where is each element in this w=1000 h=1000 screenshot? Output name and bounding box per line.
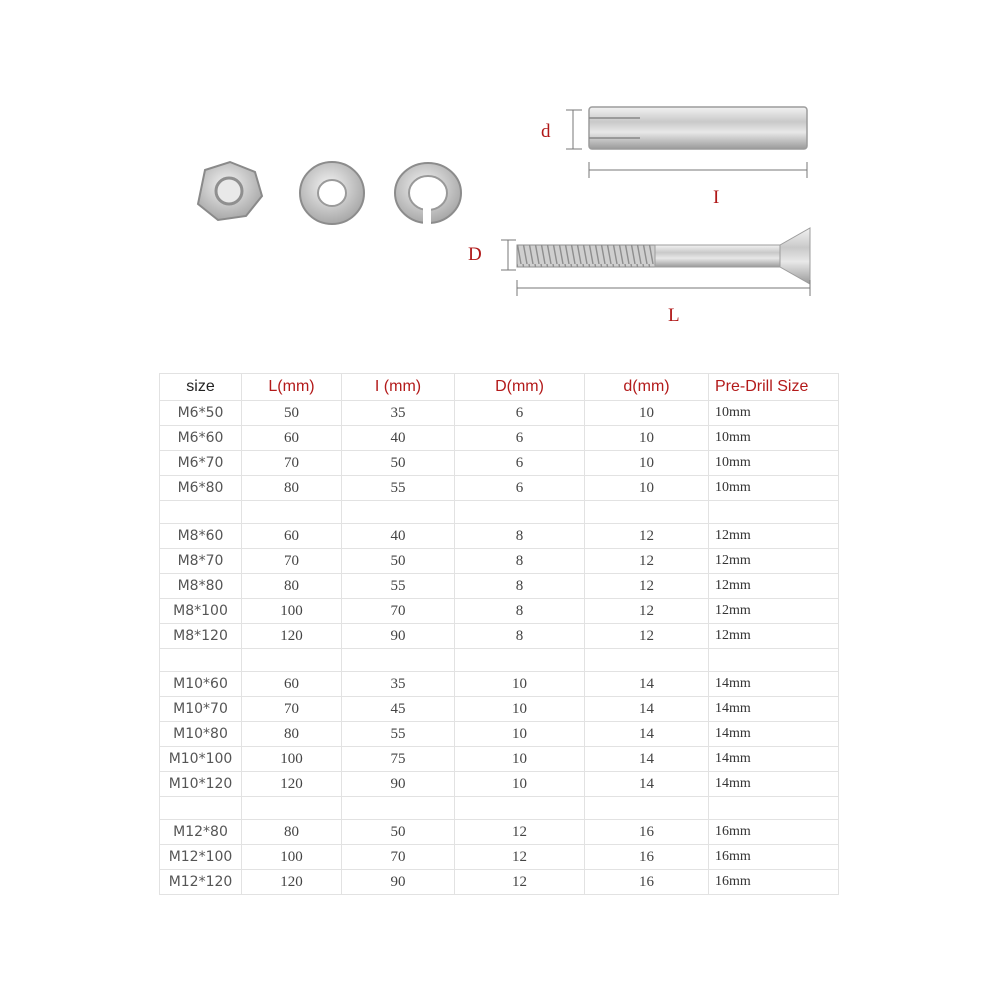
- table-row: [160, 549, 839, 574]
- d-small-cell: 14: [585, 747, 709, 772]
- empty-cell: [342, 649, 455, 672]
- d-big-cell: 6: [455, 451, 585, 476]
- size-cell: M8*120: [160, 624, 242, 649]
- empty-cell: [455, 501, 585, 524]
- hex-nut-icon: [198, 162, 262, 220]
- d-small-cell: 12: [585, 549, 709, 574]
- d-big-cell: 10: [455, 672, 585, 697]
- l-cell: 70: [242, 549, 342, 574]
- size-cell: M12*80: [160, 820, 242, 845]
- l-cell: 80: [242, 574, 342, 599]
- table-row: [160, 624, 839, 649]
- i-cell: 50: [342, 549, 455, 574]
- size-cell: M8*80: [160, 574, 242, 599]
- table-row: [160, 672, 839, 697]
- size-cell: M8*60: [160, 524, 242, 549]
- pre-drill-cell: 12mm: [709, 524, 839, 549]
- empty-cell: [709, 797, 839, 820]
- i-cell: 55: [342, 574, 455, 599]
- empty-cell: [160, 649, 242, 672]
- d-small-cell: 14: [585, 697, 709, 722]
- size-cell: M8*70: [160, 549, 242, 574]
- pre-drill-cell: 14mm: [709, 722, 839, 747]
- size-cell: M10*120: [160, 772, 242, 797]
- sleeve-length-dimension: [589, 162, 807, 178]
- i-cell: 35: [342, 672, 455, 697]
- empty-cell: [585, 501, 709, 524]
- l-cell: 70: [242, 697, 342, 722]
- pre-drill-cell: 12mm: [709, 549, 839, 574]
- d-big-cell: 6: [455, 476, 585, 501]
- table-row: [160, 845, 839, 870]
- empty-cell: [160, 501, 242, 524]
- d-big-cell: 12: [455, 845, 585, 870]
- empty-cell: [709, 501, 839, 524]
- d-small-cell: 16: [585, 845, 709, 870]
- header-D: D(mm): [455, 374, 585, 401]
- pre-drill-cell: 10mm: [709, 426, 839, 451]
- i-cell: 55: [342, 476, 455, 501]
- table-body: [160, 401, 839, 895]
- l-cell: 100: [242, 845, 342, 870]
- i-cell: 70: [342, 845, 455, 870]
- empty-cell: [342, 797, 455, 820]
- header-d: d(mm): [585, 374, 709, 401]
- group-spacer-row: [160, 797, 839, 820]
- size-spec-table: [159, 373, 839, 895]
- pre-drill-cell: 14mm: [709, 697, 839, 722]
- size-cell: M10*70: [160, 697, 242, 722]
- d-big-cell: 6: [455, 401, 585, 426]
- d-small-cell: 12: [585, 599, 709, 624]
- pre-drill-cell: 12mm: [709, 599, 839, 624]
- d-big-cell: 8: [455, 599, 585, 624]
- pre-drill-cell: 10mm: [709, 451, 839, 476]
- d-small-cell: 16: [585, 870, 709, 895]
- empty-cell: [160, 797, 242, 820]
- l-cell: 120: [242, 772, 342, 797]
- pre-drill-cell: 16mm: [709, 845, 839, 870]
- d-small-cell: 10: [585, 426, 709, 451]
- d-big-cell: 6: [455, 426, 585, 451]
- flat-washer-icon: [300, 162, 364, 224]
- i-cell: 40: [342, 524, 455, 549]
- pre-drill-cell: 10mm: [709, 476, 839, 501]
- header-L: L(mm): [242, 374, 342, 401]
- pre-drill-cell: 16mm: [709, 820, 839, 845]
- l-cell: 70: [242, 451, 342, 476]
- pre-drill-cell: 14mm: [709, 772, 839, 797]
- label-I: I: [713, 187, 720, 208]
- size-cell: M12*100: [160, 845, 242, 870]
- d-big-cell: 8: [455, 624, 585, 649]
- l-cell: 120: [242, 624, 342, 649]
- table-row: [160, 524, 839, 549]
- d-big-cell: 10: [455, 772, 585, 797]
- table-row: [160, 401, 839, 426]
- l-cell: 100: [242, 747, 342, 772]
- table-row: [160, 599, 839, 624]
- table-row: [160, 426, 839, 451]
- size-cell: M6*50: [160, 401, 242, 426]
- d-big-cell: 12: [455, 820, 585, 845]
- d-small-cell: 14: [585, 722, 709, 747]
- d-small-cell: 12: [585, 574, 709, 599]
- l-cell: 80: [242, 476, 342, 501]
- pre-drill-cell: 14mm: [709, 747, 839, 772]
- d-small-cell: 10: [585, 451, 709, 476]
- label-d: d: [541, 121, 551, 142]
- size-cell: M10*60: [160, 672, 242, 697]
- table-header-row: [160, 374, 839, 401]
- i-cell: 40: [342, 426, 455, 451]
- size-cell: M6*60: [160, 426, 242, 451]
- table-row: [160, 722, 839, 747]
- d-small-cell: 12: [585, 524, 709, 549]
- d-small-cell: 14: [585, 772, 709, 797]
- empty-cell: [242, 797, 342, 820]
- spring-washer-icon: [395, 163, 461, 225]
- table-row: [160, 574, 839, 599]
- d-small-cell: 10: [585, 476, 709, 501]
- table-row: [160, 476, 839, 501]
- i-cell: 55: [342, 722, 455, 747]
- l-cell: 60: [242, 672, 342, 697]
- i-cell: 50: [342, 451, 455, 476]
- table-row: [160, 747, 839, 772]
- expansion-sleeve-icon: [589, 107, 807, 149]
- table-row: [160, 772, 839, 797]
- countersunk-bolt-icon: [517, 228, 810, 284]
- d-small-cell: 16: [585, 820, 709, 845]
- size-cell: M12*120: [160, 870, 242, 895]
- empty-cell: [242, 501, 342, 524]
- bolt-length-dimension: [517, 280, 810, 296]
- d-small-cell: 14: [585, 672, 709, 697]
- d-big-cell: 10: [455, 722, 585, 747]
- header-pre-drill-size: Pre-Drill Size: [709, 374, 839, 401]
- empty-cell: [709, 649, 839, 672]
- i-cell: 50: [342, 820, 455, 845]
- d-small-cell: 12: [585, 624, 709, 649]
- size-cell: M8*100: [160, 599, 242, 624]
- i-cell: 45: [342, 697, 455, 722]
- group-spacer-row: [160, 649, 839, 672]
- size-cell: M6*80: [160, 476, 242, 501]
- d-big-cell: 8: [455, 524, 585, 549]
- i-cell: 90: [342, 772, 455, 797]
- d-big-cell: 12: [455, 870, 585, 895]
- size-cell: M10*100: [160, 747, 242, 772]
- header-I: I (mm): [342, 374, 455, 401]
- group-spacer-row: [160, 501, 839, 524]
- i-cell: 90: [342, 870, 455, 895]
- l-cell: 80: [242, 722, 342, 747]
- i-cell: 90: [342, 624, 455, 649]
- empty-cell: [585, 797, 709, 820]
- l-cell: 60: [242, 426, 342, 451]
- empty-cell: [342, 501, 455, 524]
- table-row: [160, 697, 839, 722]
- size-cell: M6*70: [160, 451, 242, 476]
- empty-cell: [455, 649, 585, 672]
- empty-cell: [242, 649, 342, 672]
- table-row: [160, 451, 839, 476]
- l-cell: 120: [242, 870, 342, 895]
- i-cell: 35: [342, 401, 455, 426]
- pre-drill-cell: 12mm: [709, 624, 839, 649]
- header-size: size: [160, 374, 242, 401]
- pre-drill-cell: 16mm: [709, 870, 839, 895]
- size-cell: M10*80: [160, 722, 242, 747]
- pre-drill-cell: 14mm: [709, 672, 839, 697]
- d-big-cell: 8: [455, 574, 585, 599]
- pre-drill-cell: 10mm: [709, 401, 839, 426]
- label-L: L: [668, 305, 680, 326]
- l-cell: 80: [242, 820, 342, 845]
- sleeve-diameter-dimension: [566, 110, 582, 149]
- hardware-drawing: [0, 0, 1000, 360]
- l-cell: 50: [242, 401, 342, 426]
- l-cell: 60: [242, 524, 342, 549]
- product-illustration: [0, 0, 1000, 360]
- bolt-diameter-dimension: [501, 240, 516, 270]
- d-big-cell: 10: [455, 747, 585, 772]
- d-big-cell: 8: [455, 549, 585, 574]
- empty-cell: [455, 797, 585, 820]
- i-cell: 75: [342, 747, 455, 772]
- pre-drill-cell: 12mm: [709, 574, 839, 599]
- d-big-cell: 10: [455, 697, 585, 722]
- label-D: D: [468, 244, 482, 265]
- empty-cell: [585, 649, 709, 672]
- table-row: [160, 820, 839, 845]
- i-cell: 70: [342, 599, 455, 624]
- table-row: [160, 870, 839, 895]
- d-small-cell: 10: [585, 401, 709, 426]
- l-cell: 100: [242, 599, 342, 624]
